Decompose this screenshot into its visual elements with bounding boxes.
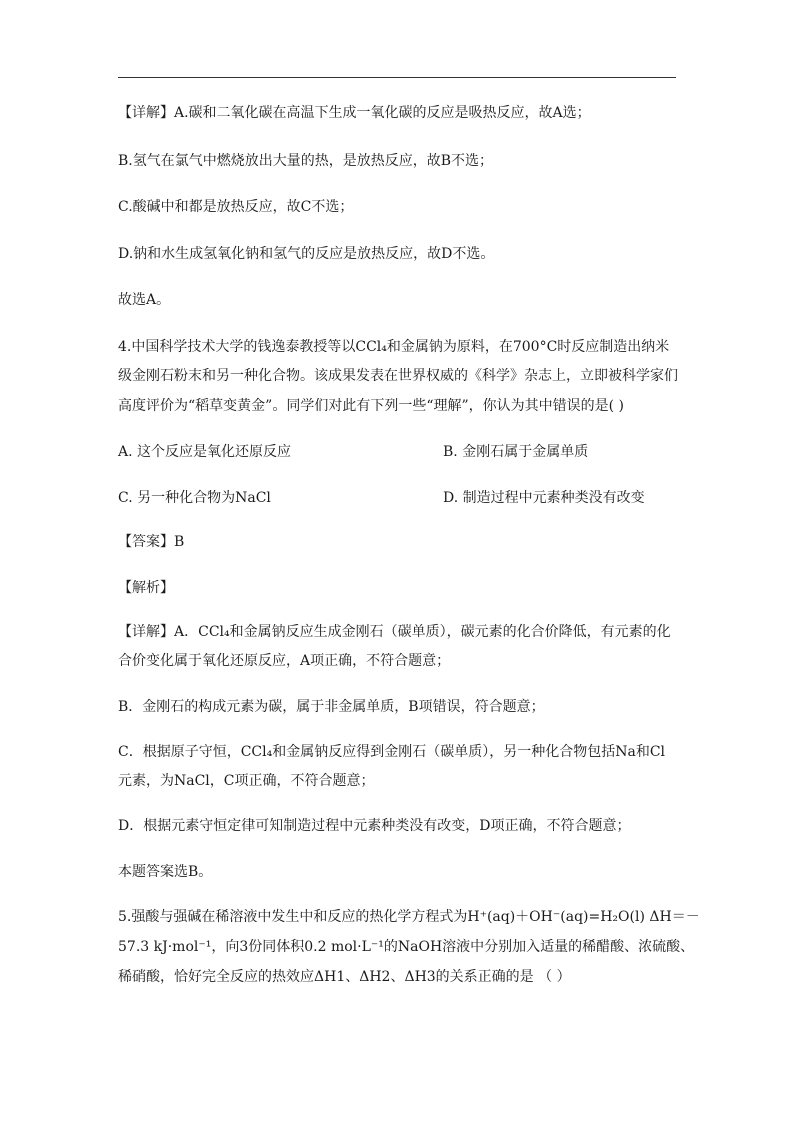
option-b: B. 金刚石属于金属单质 xyxy=(443,444,589,460)
question-5-line: 57.3 kJ·mol⁻¹，向3份同体积0.2 mol·L⁻¹的NaOH溶液中分别加入适量的稀醋酸、浓硫酸、 xyxy=(118,939,695,955)
text-line: 【详解】A．CCl₄和金属钠反应生成金刚石（碳单质），碳元素的化合价降低，有元素的化 xyxy=(118,624,671,640)
text-line: 元素，为NaCl，C项正确，不符合题意； xyxy=(118,773,375,789)
option-d: D. 制造过程中元素种类没有改变 xyxy=(443,490,645,506)
option-a: A. 这个反应是氧化还原反应 xyxy=(118,444,292,460)
question-5-line: 5.强酸与强碱在稀溶液中发生中和反应的热化学方程式为H⁺(aq)＋OH⁻(aq)=H₂O(l) ΔH＝－ xyxy=(118,909,700,925)
question-5-line: 稀硝酸，恰好完全反应的热效应ΔH1、ΔH2、ΔH3的关系正确的是 （ ） xyxy=(118,969,571,985)
text-line: B．金刚石的构成元素为碳，属于非金属单质，B项错误，符合题意； xyxy=(118,699,545,715)
text-line: 故选A。 xyxy=(118,292,171,308)
text-line: 合价变化属于氧化还原反应，A项正确，不符合题意； xyxy=(118,653,451,669)
analysis-heading: 【解析】 xyxy=(118,580,174,596)
header-rule xyxy=(118,77,676,78)
question-4-line: 高度评价为“稻草变黄金”。同学们对此有下列一些“理解”，你认为其中错误的是( ) xyxy=(118,398,625,414)
text-line: 【详解】A.碳和二氧化碳在高温下生成一氧化碳的反应是吸热反应，故A选； xyxy=(118,105,591,121)
text-line: C.酸碱中和都是放热反应，故C不选； xyxy=(118,199,354,215)
question-4-line: 4.中国科学技术大学的钱逸泰教授等以CCl₄和金属钠为原料，在700°C时反应制造出纳米 xyxy=(118,339,670,355)
answer-line: 【答案】B xyxy=(118,534,185,550)
question-4-line: 级金刚石粉末和另一种化合物。该成果发表在世界权威的《科学》杂志上，立即被科学家们 xyxy=(118,368,678,384)
text-line: B.氢气在氯气中燃烧放出大量的热，是放热反应，故B不选； xyxy=(118,153,494,169)
text-line: D.钠和水生成氢氧化钠和氢气的反应是放热反应，故D不选。 xyxy=(118,246,495,262)
text-line: D．根据元素守恒定律可知制造过程中元素种类没有改变，D项正确，不符合题意； xyxy=(118,818,631,834)
text-line: C．根据原子守恒，CCl₄和金属钠反应得到金刚石（碳单质），另一种化合物包括Na和Cl xyxy=(118,744,666,760)
text-line: 本题答案选B。 xyxy=(118,864,213,880)
option-c: C. 另一种化合物为NaCl xyxy=(118,490,271,506)
